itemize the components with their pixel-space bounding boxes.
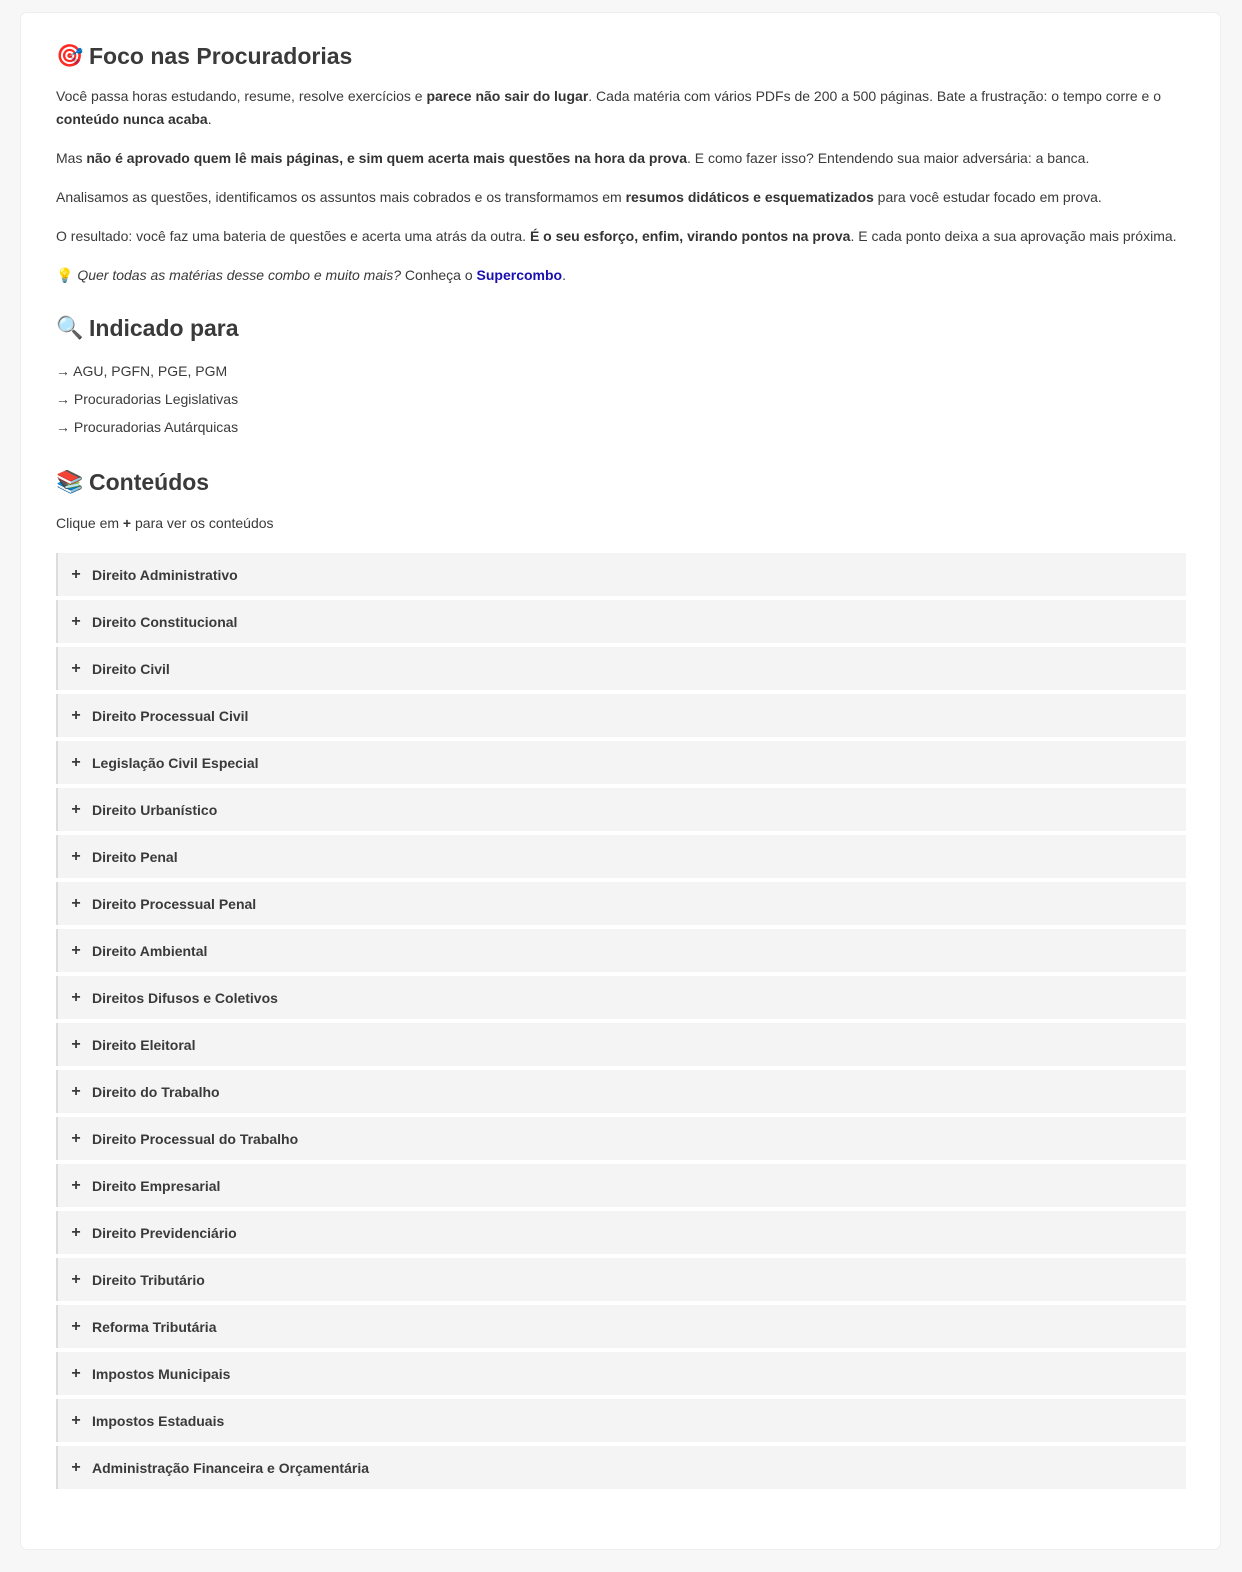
accordion-item-label: Impostos Estaduais bbox=[92, 1412, 225, 1429]
indicado-list bbox=[56, 357, 1186, 441]
text: O resultado: você faz uma bateria de questões e acerta uma atrás da outra. bbox=[56, 228, 530, 244]
accordion-item[interactable] bbox=[56, 882, 1186, 925]
accordion-item[interactable] bbox=[56, 1399, 1186, 1442]
plus-icon: + bbox=[71, 1223, 81, 1241]
plus-icon: + bbox=[71, 1082, 81, 1100]
plus-icon: + bbox=[71, 847, 81, 865]
accordion-item[interactable] bbox=[56, 835, 1186, 878]
text: Você passa horas estudando, resume, resolve exercícios e bbox=[56, 88, 427, 104]
bold-text: É o seu esforço, enfim, virando pontos na prova bbox=[529, 228, 851, 244]
text: . E cada ponto deixa a sua aprovação mais próxima. bbox=[850, 228, 1177, 244]
plus-icon: + bbox=[71, 1129, 81, 1147]
accordion-item-label: Direito Administrativo bbox=[92, 566, 238, 583]
plus-icon: + bbox=[71, 800, 81, 818]
plus-icon: + bbox=[71, 1035, 81, 1053]
accordion-item-label: Direito Processual do Trabalho bbox=[92, 1130, 299, 1147]
supercombo-link[interactable]: Supercombo bbox=[476, 267, 563, 283]
accordion-item[interactable] bbox=[56, 553, 1186, 596]
plus-icon: + bbox=[71, 941, 81, 959]
accordion-item-label: Direito Eleitoral bbox=[92, 1036, 196, 1053]
accordion-item[interactable] bbox=[56, 1211, 1186, 1254]
list-item: → Procuradorias Legislativas bbox=[56, 391, 239, 407]
target-icon: 🎯 bbox=[56, 43, 84, 68]
text: Analisamos as questões, identificamos os assuntos mais cobrados e os transformamos em bbox=[56, 189, 626, 205]
text: . bbox=[562, 267, 566, 283]
accordion-item-label: Direito Previdenciário bbox=[92, 1224, 237, 1241]
accordion-item-label: Administração Financeira e Orçamentária bbox=[92, 1459, 369, 1476]
accordion-item[interactable] bbox=[56, 1117, 1186, 1160]
accordion-item-label: Direitos Difusos e Coletivos bbox=[92, 989, 278, 1006]
text: Clique em bbox=[56, 515, 123, 531]
accordion-item[interactable] bbox=[56, 976, 1186, 1019]
accordion-item[interactable] bbox=[56, 1023, 1186, 1066]
content-card bbox=[21, 13, 1220, 1549]
magnifier-icon: 🔍 bbox=[56, 315, 84, 340]
plus-icon: + bbox=[71, 1270, 81, 1288]
section-title-indicado bbox=[56, 313, 1186, 343]
plus-icon: + bbox=[71, 1317, 81, 1335]
italic-text: Quer todas as matérias desse combo e muito mais? bbox=[77, 267, 402, 283]
section-title-foco bbox=[56, 41, 1186, 71]
plus-icon: + bbox=[71, 1364, 81, 1382]
text: . bbox=[207, 111, 212, 127]
bold-text: + bbox=[122, 515, 132, 531]
accordion-item[interactable] bbox=[56, 788, 1186, 831]
text: . E como fazer isso? Entendendo sua maior adversária: a banca. bbox=[687, 150, 1090, 166]
indicado-title: Indicado para bbox=[89, 315, 239, 341]
accordion-item[interactable] bbox=[56, 1352, 1186, 1395]
accordion-item-label: Direito Civil bbox=[92, 660, 170, 677]
text: . Cada matéria com vários PDFs de 200 a 500 páginas. Bate a frustração: o tempo corre e o bbox=[588, 88, 1162, 104]
accordion-item[interactable] bbox=[56, 1446, 1186, 1489]
bold-text: resumos didáticos e esquematizados bbox=[625, 189, 874, 205]
bold-text: conteúdo nunca acaba bbox=[56, 111, 208, 127]
accordion-item[interactable] bbox=[56, 600, 1186, 643]
list-item: → AGU, PGFN, PGE, PGM bbox=[56, 363, 228, 379]
accordion-item-label: Legislação Civil Especial bbox=[92, 754, 259, 771]
accordion-item-label: Direito Empresarial bbox=[92, 1177, 221, 1194]
accordion-item-label: Reforma Tributária bbox=[92, 1318, 217, 1335]
foco-paragraph-2 bbox=[56, 147, 1186, 170]
accordion-item[interactable] bbox=[56, 694, 1186, 737]
foco-paragraph-1 bbox=[56, 85, 1186, 131]
plus-icon: + bbox=[71, 565, 81, 583]
plus-icon: + bbox=[71, 753, 81, 771]
accordion-item[interactable] bbox=[56, 1305, 1186, 1348]
plus-icon: + bbox=[71, 659, 81, 677]
supercombo-paragraph bbox=[56, 264, 1186, 287]
foco-paragraph-4 bbox=[56, 225, 1186, 248]
accordion-item[interactable] bbox=[56, 929, 1186, 972]
accordion-item[interactable] bbox=[56, 1070, 1186, 1113]
plus-icon: + bbox=[71, 894, 81, 912]
accordion-item[interactable] bbox=[56, 1258, 1186, 1301]
text: Conheça o bbox=[401, 267, 477, 283]
books-icon: 📚 bbox=[56, 469, 84, 494]
accordion-item-label: Direito Constitucional bbox=[92, 613, 238, 630]
plus-icon: + bbox=[71, 1176, 81, 1194]
accordion-item-label: Direito do Trabalho bbox=[92, 1083, 220, 1100]
text: para você estudar focado em prova. bbox=[873, 189, 1102, 205]
accordion bbox=[56, 553, 1186, 1489]
text: para ver os conteúdos bbox=[131, 515, 274, 531]
conteudos-hint bbox=[56, 512, 1186, 535]
plus-icon: + bbox=[71, 706, 81, 724]
accordion-item[interactable] bbox=[56, 741, 1186, 784]
accordion-item[interactable] bbox=[56, 647, 1186, 690]
foco-title: Foco nas Procuradorias bbox=[89, 43, 353, 69]
bold-text: não é aprovado quem lê mais páginas, e sim quem acerta mais questões na hora da prova bbox=[86, 150, 687, 166]
lightbulb-icon: 💡 bbox=[56, 267, 74, 283]
conteudos-title: Conteúdos bbox=[89, 469, 210, 495]
plus-icon: + bbox=[71, 1411, 81, 1429]
section-title-conteudos bbox=[56, 467, 1186, 497]
foco-paragraph-3 bbox=[56, 186, 1186, 209]
accordion-item[interactable] bbox=[56, 1164, 1186, 1207]
content-body bbox=[56, 41, 1186, 1493]
accordion-item-label: Direito Tributário bbox=[92, 1271, 205, 1288]
accordion-item-label: Direito Processual Civil bbox=[92, 707, 249, 724]
plus-icon: + bbox=[71, 988, 81, 1006]
accordion-item-label: Direito Urbanístico bbox=[92, 801, 218, 818]
plus-icon: + bbox=[71, 1458, 81, 1476]
accordion-item-label: Impostos Municipais bbox=[92, 1365, 231, 1382]
bold-text: parece não sair do lugar bbox=[426, 88, 589, 104]
list-item: → Procuradorias Autárquicas bbox=[56, 419, 239, 435]
accordion-item-label: Direito Processual Penal bbox=[92, 895, 257, 912]
accordion-item-label: Direito Penal bbox=[92, 848, 178, 865]
plus-icon: + bbox=[71, 612, 81, 630]
text: Mas bbox=[56, 150, 87, 166]
accordion-item-label: Direito Ambiental bbox=[92, 942, 208, 959]
